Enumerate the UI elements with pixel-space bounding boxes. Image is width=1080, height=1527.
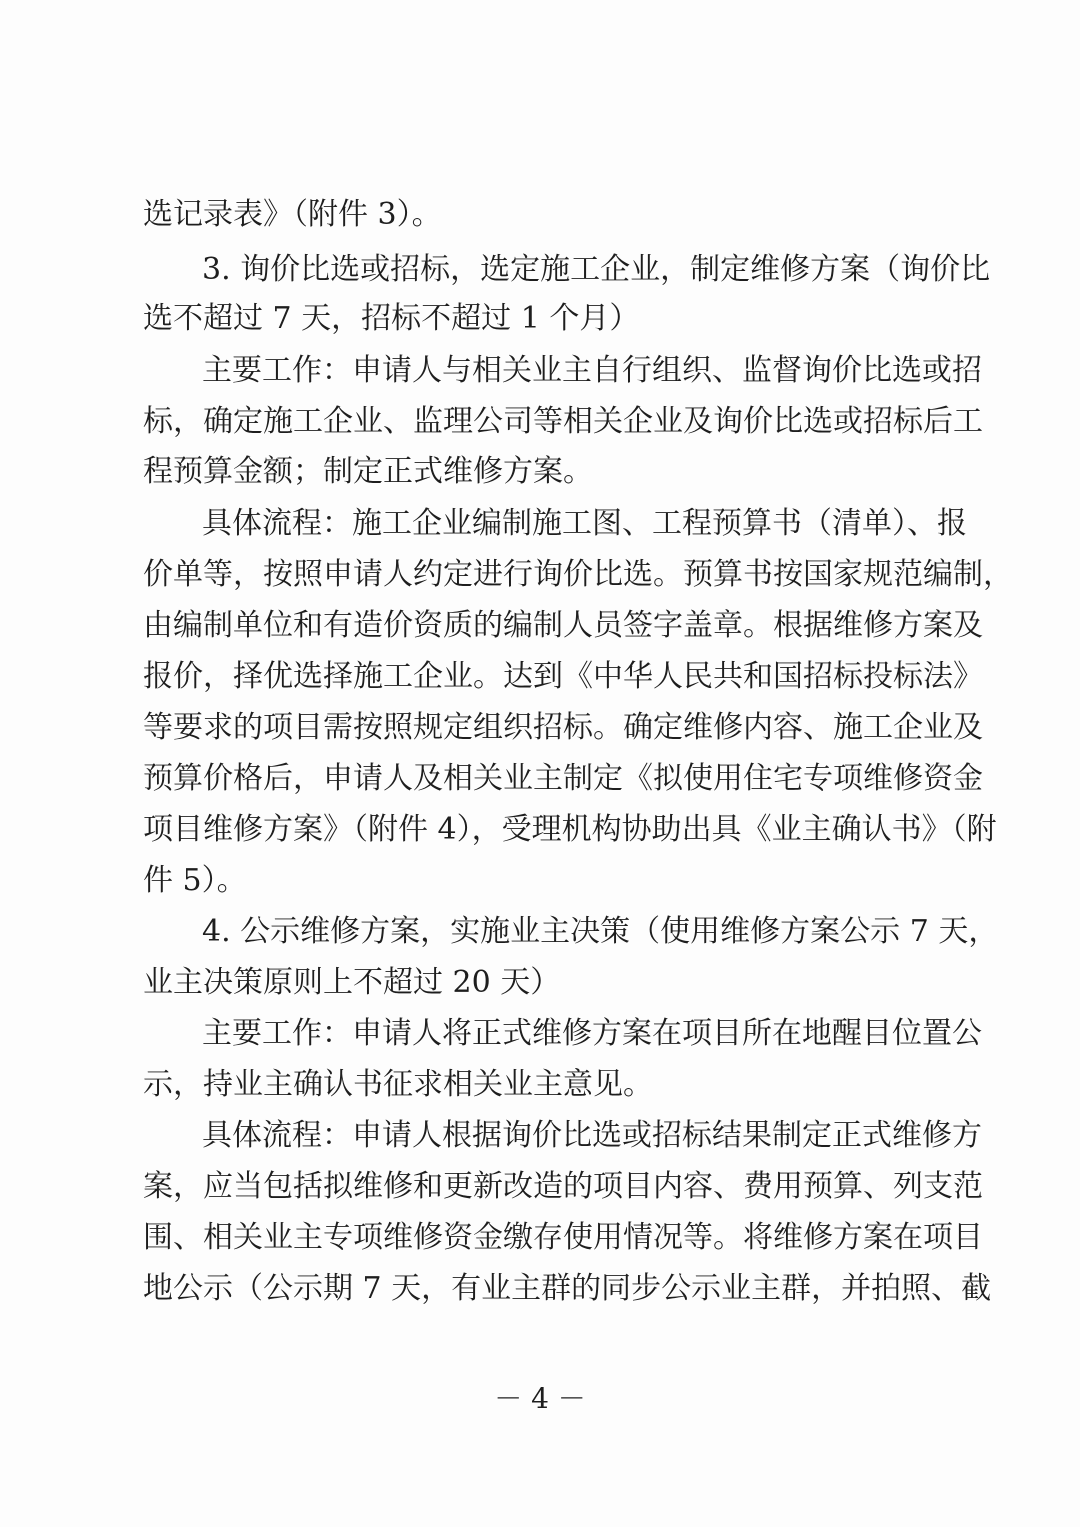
text-line: 围、相关业主专项维修资金缴存使用情况等。将维修方案在项目 xyxy=(143,1220,983,1255)
page-number: － 4 － xyxy=(494,1382,586,1415)
text-line: 选不超过 7 天，招标不超过 1 个月） xyxy=(143,301,640,336)
text-line: 标，确定施工企业、监理公司等相关企业及询价比选或招标后工 xyxy=(143,404,983,439)
text-line: 报价，择优选择施工企业。达到《中华人民共和国招标投标法》 xyxy=(143,659,983,694)
text-line: 程预算金额；制定正式维修方案。 xyxy=(143,454,593,489)
text-line: 选记录表》（附件 3）。 xyxy=(143,197,442,232)
text-line: 案，应当包括拟维修和更新改造的项目内容、费用预算、列支范 xyxy=(143,1169,983,1204)
text-line: 等要求的项目需按照规定组织招标。确定维修内容、施工企业及 xyxy=(143,710,983,745)
text-line: 主要工作：申请人将正式维修方案在项目所在地醒目位置公 xyxy=(202,1016,982,1051)
text-line: 价单等，按照申请人约定进行询价比选。预算书按国家规范编制， xyxy=(143,557,1013,592)
text-line: 具体流程：申请人根据询价比选或招标结果制定正式维修方 xyxy=(202,1118,982,1153)
text-line: 主要工作：申请人与相关业主自行组织、监督询价比选或招 xyxy=(202,353,982,388)
text-line: 件 5）。 xyxy=(143,863,247,898)
text-line: 示，持业主确认书征求相关业主意见。 xyxy=(143,1067,653,1102)
text-line: 由编制单位和有造价资质的编制人员签字盖章。根据维修方案及 xyxy=(143,608,983,643)
text-line: 预算价格后，申请人及相关业主制定《拟使用住宅专项维修资金 xyxy=(143,761,983,796)
text-line: 业主决策原则上不超过 20 天） xyxy=(143,965,561,1000)
text-line: 4. 公示维修方案，实施业主决策（使用维修方案公示 7 天， xyxy=(202,914,999,949)
text-line: 地公示（公示期 7 天，有业主群的同步公示业主群，并拍照、截 xyxy=(143,1271,992,1306)
text-line: 具体流程：施工企业编制施工图、工程预算书（清单）、报 xyxy=(202,506,967,541)
text-line: 3. 询价比选或招标，选定施工企业，制定维修方案（询价比 xyxy=(202,252,991,287)
text-line: 项目维修方案》（附件 4），受理机构协助出具《业主确认书》（附 xyxy=(143,812,997,847)
